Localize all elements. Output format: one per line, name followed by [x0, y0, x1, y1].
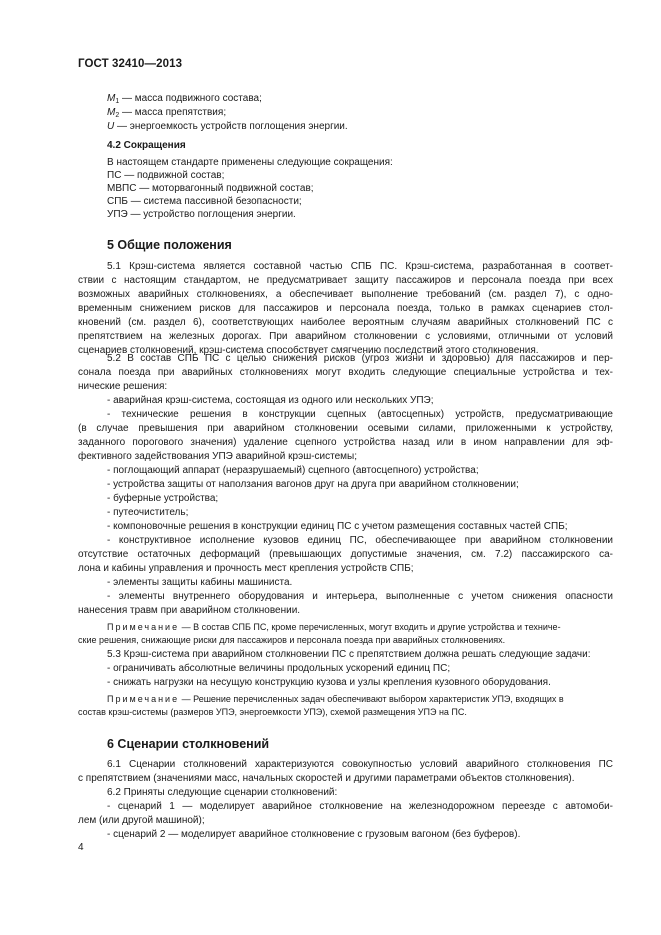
definition-u: U — энергоемкость устройств поглощения энергии.	[107, 121, 348, 132]
list-item: - сценарий 2 — моделирует аварийное столкновение с грузовым вагоном (без буферов).	[107, 829, 521, 840]
section-5-title: 5 Общие положения	[107, 238, 232, 252]
abbrev-item: СПБ — система пассивной безопасности;	[107, 196, 302, 207]
paragraph-line: 5.2 В состав СПБ ПС с целью снижения рисков (угроз жизни и здоровью) для пассажиров и пер-	[107, 353, 613, 364]
paragraph-line: нические решения:	[78, 381, 168, 392]
list-item: - путеочиститель;	[107, 507, 189, 518]
list-item-cont: отсутствие остаточных деформаций (превышающих допустимые значения, см. 7.2) пассажирского са-	[78, 549, 613, 560]
paragraph-line: возможных аварийных столкновениях, а обеспечивает выполнение требований (см. раздел 7), с одно-	[78, 289, 613, 300]
list-item: - элементы защиты кабины машиниста.	[107, 577, 293, 588]
list-item: - элементы внутреннего оборудования и интерьера, выполненные с учетом снижения опасности	[107, 591, 613, 602]
paragraph-line: с препятствием (значениями масс, начальных скоростей и другими параметрами объектов столкновения).	[78, 773, 575, 784]
note-1-cont: ские решения, снижающие риски для пассажиров и персонала поезда при аварийных столкновениях.	[78, 635, 506, 645]
list-item: - буферные устройства;	[107, 493, 219, 504]
paragraph-line: сонала поезда при аварийных столкновениях могут входить следующие специальные устройства и тех-	[78, 367, 613, 378]
note-2: Примечание — Решение перечисленных задач обеспечивают выбором характеристик УПЭ, входящих в	[107, 694, 564, 704]
note-1: Примечание — В состав СПБ ПС, кроме перечисленных, могут входить и другие устройства и техниче-	[107, 622, 561, 632]
list-item-cont: фективного задействования УПЭ аварийной крэш-системы;	[78, 451, 357, 462]
list-item: - конструктивное исполнение кузовов единиц ПС, обеспечивающее при аварийном столкновении	[107, 535, 613, 546]
abbrev-item: ПС — подвижной состав;	[107, 170, 225, 181]
list-item: - ограничивать абсолютные величины продольных ускорений единиц ПС;	[107, 663, 451, 674]
page-number: 4	[78, 842, 84, 853]
list-item-cont: (в случае превышения при аварийном столкновении осевыми силами, приложенными к устройству,	[78, 423, 613, 434]
standard-header: ГОСТ 32410—2013	[78, 58, 183, 70]
paragraph-line: сценариев столкновений, крэш-система способствует смягчению последствий этого столкновения.	[78, 345, 539, 356]
definition-m1: $M_1$ — масса подвижного состава;	[107, 93, 262, 105]
paragraph-line: 6.2 Приняты следующие сценарии столкновений:	[107, 787, 338, 798]
abbrev-intro: В настоящем стандарте применены следующие сокращения:	[107, 157, 393, 168]
paragraph-line: 5.1 Крэш-система является составной частью СПБ ПС. Крэш-система, разработанная в соответ-	[107, 261, 613, 272]
paragraph-line: 5.3 Крэш-система при аварийном столкновении ПС с препятствием должна решать следующие задачи:	[107, 649, 591, 660]
list-item: - технические решения в конструкции сцепных (автосцепных) устройств, предусматривающие	[107, 409, 613, 420]
list-item: - устройства защиты от наползания вагонов друг на друга при аварийном столкновении;	[107, 479, 519, 490]
paragraph-line: ствии с настоящим стандартом, не предусматривает защиту пассажиров и персонала поезда при всех	[78, 275, 613, 286]
paragraph-line: 6.1 Сценарии столкновений характеризуются совокупностью условий аварийного столкновения ПС	[107, 759, 613, 770]
list-item-cont: нанесения травм при аварийном столкновении.	[78, 605, 301, 616]
list-item: - аварийная крэш-система, состоящая из одного или нескольких УПЭ;	[107, 395, 434, 406]
note-2-cont: состав крэш-системы (размеров УПЭ, энергоемкости УПЭ), схемой размещения УПЭ на ПС.	[78, 707, 467, 717]
paragraph-line: препятствием на железных дорогах. При аварийном столкновении с условиями, отличными от условий	[78, 331, 613, 342]
list-item: - компоновочные решения в конструкции единиц ПС с учетом размещения составных частей СПБ;	[107, 521, 568, 532]
list-item: - сценарий 1 — моделирует аварийное столкновение на железнодорожном переезде с автомоби-	[107, 801, 613, 812]
definition-m2: $M_2$ — масса препятствия;	[107, 107, 227, 119]
paragraph-line: кновений (см. раздел 6), соответствующих наиболее вероятным случаям аварийных столкновений ПС с	[78, 317, 613, 328]
paragraph-line: временным снижением рисков для пассажиров и персонала поезда, только в рамках сценариев стол-	[78, 303, 613, 314]
abbrev-item: МВПС — моторвагонный подвижной состав;	[107, 183, 314, 194]
section-6-title: 6 Сценарии столкновений	[107, 737, 270, 751]
list-item-cont: заданного порогового значения) удаление сцепного устройства назад или в ином направлении для эф-	[78, 437, 613, 448]
section-4-2-title: 4.2 Сокращения	[107, 140, 186, 151]
abbrev-item: УПЭ — устройство поглощения энергии.	[107, 209, 296, 220]
list-item: - поглощающий аппарат (неразрушаемый) сцепного (автосцепного) устройства;	[107, 465, 479, 476]
list-item-cont: лем (или другой машиной);	[78, 815, 205, 826]
list-item: - снижать нагрузки на несущую конструкцию кузова и узлы крепления кузовного оборудования.	[107, 677, 551, 688]
list-item-cont: лона и кабины управления и прочность мест крепления устройств СПБ;	[78, 563, 414, 574]
